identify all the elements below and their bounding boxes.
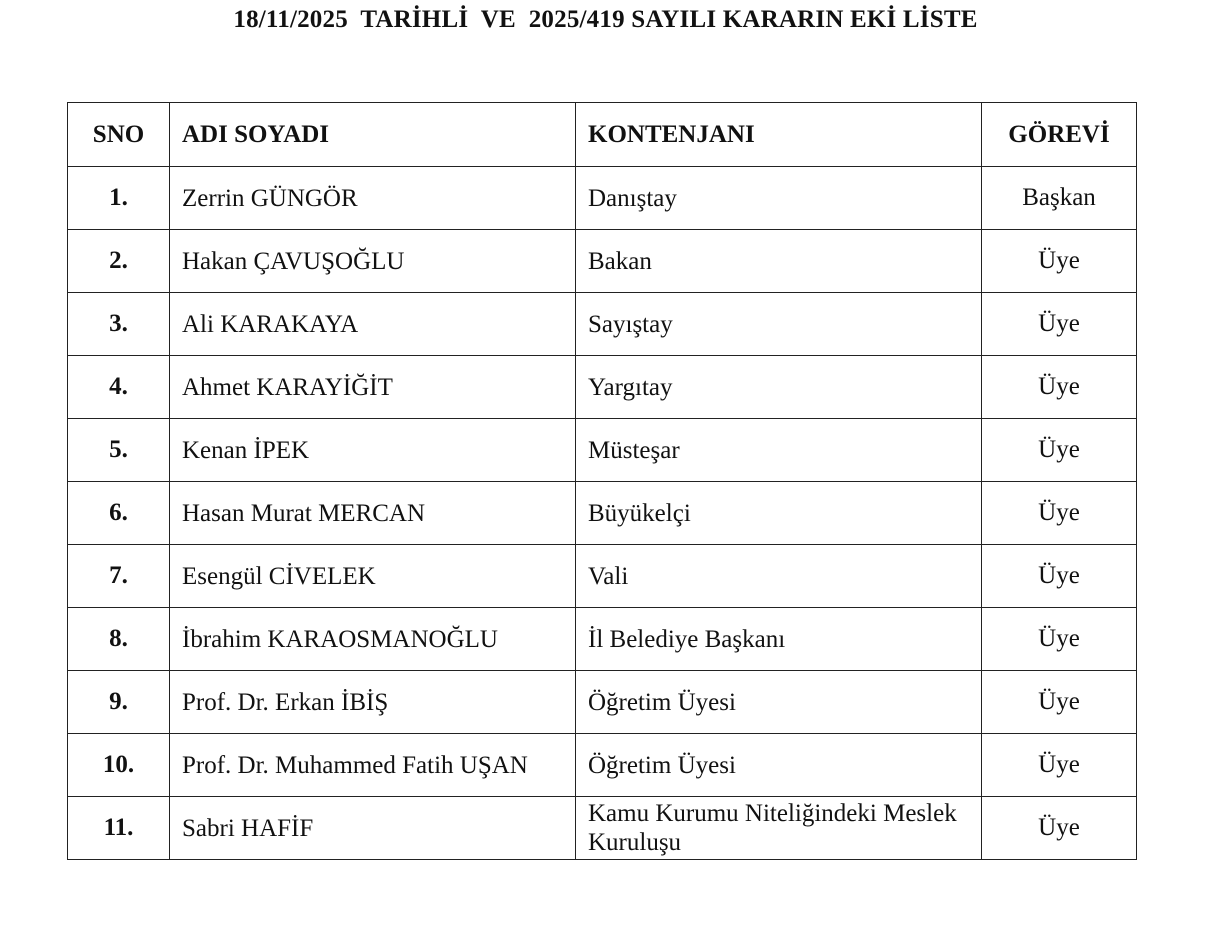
row-gorev: Üye	[982, 293, 1137, 356]
row-sno: 8.	[68, 608, 170, 671]
table-row	[68, 608, 1137, 671]
table-row	[68, 419, 1137, 482]
row-name: İbrahim KARAOSMANOĞLU	[170, 608, 576, 671]
row-kontenjan: Müsteşar	[576, 419, 982, 482]
row-kontenjan: İl Belediye Başkanı	[576, 608, 982, 671]
row-sno: 2.	[68, 230, 170, 293]
row-name: Sabri HAFİF	[170, 797, 576, 860]
row-sno: 6.	[68, 482, 170, 545]
table-header-row	[68, 103, 1137, 167]
row-kontenjan: Öğretim Üyesi	[576, 671, 982, 734]
member-list-table	[67, 102, 1137, 860]
row-gorev: Üye	[982, 671, 1137, 734]
row-kontenjan: Büyükelçi	[576, 482, 982, 545]
row-name: Ahmet KARAYİĞİT	[170, 356, 576, 419]
row-kontenjan: Kamu Kurumu Niteliğindeki Meslek Kuruluşu	[576, 797, 982, 860]
row-kontenjan: Vali	[576, 545, 982, 608]
header-name: ADI SOYADI	[170, 103, 576, 167]
row-name: Prof. Dr. Muhammed Fatih UŞAN	[170, 734, 576, 797]
row-gorev: Üye	[982, 797, 1137, 860]
header-sno: SNO	[68, 103, 170, 167]
row-sno: 10.	[68, 734, 170, 797]
table-row	[68, 797, 1137, 860]
row-kontenjan: Bakan	[576, 230, 982, 293]
table-row	[68, 356, 1137, 419]
header-gorev: GÖREVİ	[982, 103, 1137, 167]
row-gorev: Üye	[982, 482, 1137, 545]
row-sno: 11.	[68, 797, 170, 860]
row-gorev: Üye	[982, 419, 1137, 482]
table-row	[68, 671, 1137, 734]
row-gorev: Üye	[982, 608, 1137, 671]
row-sno: 4.	[68, 356, 170, 419]
row-kontenjan: Sayıştay	[576, 293, 982, 356]
row-name: Kenan İPEK	[170, 419, 576, 482]
row-name: Prof. Dr. Erkan İBİŞ	[170, 671, 576, 734]
row-kontenjan: Öğretim Üyesi	[576, 734, 982, 797]
row-sno: 3.	[68, 293, 170, 356]
row-gorev: Üye	[982, 356, 1137, 419]
row-name: Hakan ÇAVUŞOĞLU	[170, 230, 576, 293]
row-gorev: Üye	[982, 734, 1137, 797]
row-gorev: Üye	[982, 545, 1137, 608]
header-kontenjan: KONTENJANI	[576, 103, 982, 167]
row-sno: 9.	[68, 671, 170, 734]
row-name: Zerrin GÜNGÖR	[170, 167, 576, 230]
row-kontenjan: Danıştay	[576, 167, 982, 230]
row-sno: 5.	[68, 419, 170, 482]
table-row	[68, 482, 1137, 545]
row-name: Esengül CİVELEK	[170, 545, 576, 608]
row-name: Hasan Murat MERCAN	[170, 482, 576, 545]
table-row	[68, 734, 1137, 797]
table-row	[68, 293, 1137, 356]
table-row	[68, 545, 1137, 608]
row-sno: 1.	[68, 167, 170, 230]
row-name: Ali KARAKAYA	[170, 293, 576, 356]
row-gorev: Başkan	[982, 167, 1137, 230]
row-sno: 7.	[68, 545, 170, 608]
row-gorev: Üye	[982, 230, 1137, 293]
table-row	[68, 167, 1137, 230]
document-title: 18/11/2025 TARİHLİ VE 2025/419 SAYILI KARARIN EKİ LİSTE	[233, 6, 978, 33]
row-kontenjan: Yargıtay	[576, 356, 982, 419]
table-row	[68, 230, 1137, 293]
